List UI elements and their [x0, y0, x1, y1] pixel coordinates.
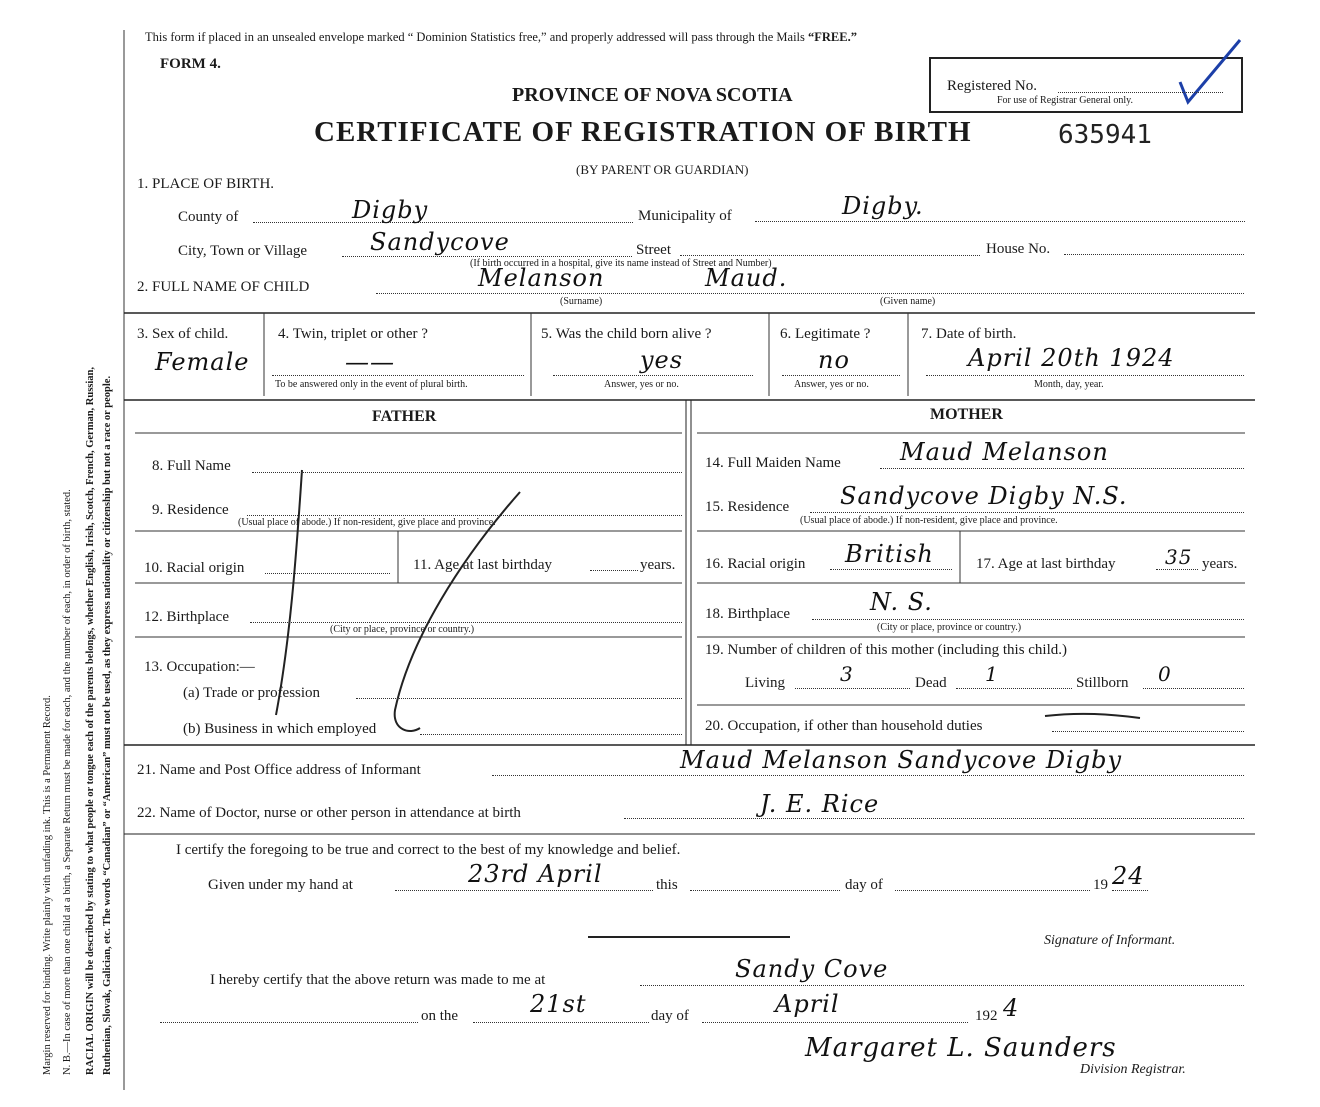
given-day-of-label: day of — [845, 877, 883, 893]
given-name-caption: (Given name) — [880, 296, 936, 307]
dead-label: Dead — [915, 675, 947, 691]
mother-residence-value[interactable]: Sandycove Digby N.S. — [840, 482, 1128, 510]
father-name-label: 8. Full Name — [152, 458, 231, 474]
mother-residence-note: (Usual place of abode.) If non-resident, give place and province. — [800, 515, 1058, 526]
child-name-line — [376, 293, 1244, 294]
county-line — [253, 222, 633, 223]
mail-notice — [145, 30, 857, 45]
mother-maiden-label: 14. Full Maiden Name — [705, 455, 841, 471]
mother-age-label: 17. Age at last birthday — [976, 556, 1116, 572]
birth-date-line — [926, 375, 1244, 376]
mother-residence-label: 15. Residence — [705, 499, 790, 515]
informant-label: 21. Name and Post Office address of Informant — [137, 762, 421, 778]
legitimate-label: 6. Legitimate ? — [780, 326, 871, 342]
mail-notice-free: “FREE.” — [808, 30, 857, 44]
margin-note-racial-origin: RACIAL ORIGIN will be described by stating to what people or tongue each of the parents belongs, whether English, Irish, Scotch, French, German, Russian, — [85, 366, 96, 1075]
birth-date-note: Month, day, year. — [1034, 379, 1104, 390]
stillborn-value[interactable]: 0 — [1158, 662, 1172, 686]
birth-date-label: 7. Date of birth. — [921, 326, 1017, 342]
twin-line — [272, 375, 524, 376]
given-place-line — [395, 890, 653, 891]
born-alive-line — [553, 375, 753, 376]
city-value[interactable]: Sandycove — [370, 228, 510, 256]
street-label: Street — [636, 242, 671, 258]
born-alive-note: Answer, yes or no. — [604, 379, 679, 390]
stillborn-line — [1143, 688, 1244, 689]
registered-note: For use of Registrar General only. — [997, 95, 1133, 106]
mother-birthplace-line — [812, 619, 1244, 620]
father-racial-line — [265, 573, 390, 574]
certify-text: I certify the foregoing to be true and correct to the best of my knowledge and belief. — [176, 842, 681, 858]
child-name-label: 2. FULL NAME OF CHILD — [137, 279, 310, 295]
municipality-value[interactable]: Digby. — [842, 192, 924, 220]
legitimate-value[interactable]: no — [818, 346, 850, 374]
legitimate-note: Answer, yes or no. — [794, 379, 869, 390]
father-trade-line — [356, 698, 682, 699]
mother-age-years: years. — [1202, 556, 1238, 572]
father-birthplace-note: (City or place, province or country.) — [330, 624, 475, 635]
twin-note: To be answered only in the event of plural birth. — [275, 379, 468, 390]
twin-label: 4. Twin, triplet or other ? — [278, 326, 428, 342]
mother-birthplace-note: (City or place, province or country.) — [877, 622, 1022, 633]
father-residence-line — [247, 515, 682, 516]
mother-maiden-line — [880, 468, 1244, 469]
division-registrar-caption: Division Registrar. — [1080, 1062, 1186, 1077]
living-value[interactable]: 3 — [840, 662, 854, 686]
father-residence-note: (Usual place of abode.) If non-resident, give place and province. — [238, 517, 496, 528]
registrar-month-line — [702, 1022, 968, 1023]
given-year-line — [1112, 890, 1148, 891]
twin-value[interactable]: —— — [345, 348, 395, 376]
form-number: FORM 4. — [160, 56, 221, 72]
registered-number-line — [1058, 92, 1223, 93]
mother-occupation-line — [1052, 731, 1244, 732]
mail-notice-text: This form if placed in an unsealed envelope marked “ Dominion Statistics free,” and properly addressed will pass through the Mails — [145, 30, 805, 44]
father-residence-label: 9. Residence — [152, 502, 229, 518]
registrar-day-line — [473, 1022, 649, 1023]
registered-label: Registered No. — [947, 78, 1037, 94]
father-age-label: 11. Age at last birthday — [413, 557, 552, 573]
mother-age-value[interactable]: 35 — [1165, 545, 1193, 569]
legitimate-line — [782, 375, 900, 376]
given-day-line — [690, 890, 840, 891]
sex-label: 3. Sex of child. — [137, 326, 229, 342]
given-under-label: Given under my hand at — [208, 877, 353, 893]
dead-value[interactable]: 1 — [985, 662, 999, 686]
father-occupation-label: 13. Occupation:— — [144, 659, 255, 675]
house-no-line — [1064, 254, 1244, 255]
birth-date-value[interactable]: April 20th 1924 — [968, 344, 1175, 372]
margin-note-plural-birth: N. B.—In case of more than one child at a birth, a Separate Return must be made for each, and the number of each, in order of birth, stated. — [62, 489, 73, 1075]
registrar-place-value[interactable]: Sandy Cove — [735, 955, 889, 983]
given-place-value[interactable]: 23rd April — [468, 860, 603, 888]
county-label: County of — [178, 209, 239, 225]
given-month-line — [895, 890, 1090, 891]
registrar-signature[interactable]: Margaret L. Saunders — [805, 1033, 1117, 1063]
sex-value[interactable]: Female — [155, 348, 250, 376]
mother-maiden-value[interactable]: Maud Melanson — [900, 438, 1109, 466]
registrar-place-line — [640, 985, 1244, 986]
given-year-prefix: 19 — [1093, 877, 1108, 893]
mother-racial-label: 16. Racial origin — [705, 556, 806, 572]
surname-caption: (Surname) — [560, 296, 603, 307]
registrar-certify-text: I hereby certify that the above return was made to me at — [210, 972, 546, 988]
municipality-line — [755, 221, 1245, 222]
doctor-value[interactable]: J. E. Rice — [760, 790, 880, 818]
child-surname[interactable]: Melanson — [478, 264, 605, 292]
living-label: Living — [745, 675, 785, 691]
mother-birthplace-value[interactable]: N. S. — [870, 588, 933, 616]
county-value[interactable]: Digby — [352, 196, 429, 224]
registrar-year-value[interactable]: 4 — [1003, 994, 1020, 1022]
father-trade-label: (a) Trade or profession — [183, 685, 321, 701]
margin-note-nationality: Ruthenian, Slovak, Galician, etc. The words “Canadian” or “American” must not be used, as they express nationality or citizenship but not a race or people. — [102, 375, 113, 1075]
informant-line — [492, 775, 1244, 776]
father-racial-label: 10. Racial origin — [144, 560, 245, 576]
margin-note-binding: Margin reserved for binding. Write plainly with unfading ink. This is a Permanent Record. — [42, 695, 53, 1075]
doctor-line — [624, 818, 1244, 819]
certificate-title: CERTIFICATE OF REGISTRATION OF BIRTH — [314, 116, 972, 148]
informant-value[interactable]: Maud Melanson Sandycove Digby — [680, 746, 1123, 774]
father-name-line — [252, 472, 682, 473]
city-line — [342, 256, 632, 257]
informant-signature-caption: Signature of Informant. — [1044, 933, 1176, 948]
father-heading: FATHER — [372, 408, 437, 425]
hospital-note: (If birth occurred in a hospital, give its name instead of Street and Number) — [470, 258, 772, 269]
father-business-label: (b) Business in which employed — [183, 721, 377, 737]
children-count-label: 19. Number of children of this mother (including this child.) — [705, 642, 1068, 658]
mother-occupation-label: 20. Occupation, if other than household duties — [705, 718, 983, 734]
father-age-years: years. — [640, 557, 676, 573]
given-this-label: this — [656, 877, 678, 893]
child-given-name[interactable]: Maud. — [705, 264, 788, 292]
father-birthplace-label: 12. Birthplace — [144, 609, 229, 625]
certificate-subtitle: (BY PARENT OR GUARDIAN) — [576, 162, 749, 177]
city-label: City, Town or Village — [178, 243, 308, 259]
mother-age-line — [1156, 569, 1198, 570]
registrar-lead-line — [160, 1022, 418, 1023]
doctor-label: 22. Name of Doctor, nurse or other person in attendance at birth — [137, 805, 521, 821]
born-alive-value[interactable]: yes — [640, 346, 684, 374]
mother-racial-value[interactable]: British — [845, 540, 934, 568]
stillborn-label: Stillborn — [1076, 675, 1129, 691]
father-birthplace-line — [250, 622, 682, 623]
registrar-on-the-label: on the — [421, 1008, 459, 1024]
registrar-day-value[interactable]: 21st — [530, 990, 587, 1018]
mother-residence-line — [810, 512, 1244, 513]
mother-birthplace-label: 18. Birthplace — [705, 606, 790, 622]
mother-heading: MOTHER — [930, 406, 1003, 423]
municipality-label: Municipality of — [638, 208, 732, 224]
registrar-month-value[interactable]: April — [775, 990, 840, 1018]
mother-racial-line — [830, 569, 952, 570]
province-heading: PROVINCE OF NOVA SCOTIA — [512, 84, 793, 106]
registrar-day-of-label: day of — [651, 1008, 689, 1024]
certificate-number: 635941 — [1058, 120, 1152, 150]
house-no-label: House No. — [986, 241, 1051, 257]
father-age-line — [590, 570, 638, 571]
street-line — [680, 255, 980, 256]
dead-line — [956, 688, 1072, 689]
place-of-birth-heading: 1. PLACE OF BIRTH. — [137, 176, 275, 192]
father-business-line — [420, 734, 682, 735]
given-year-value[interactable]: 24 — [1112, 862, 1145, 890]
registrar-year-prefix: 192 — [975, 1008, 998, 1024]
living-line — [795, 688, 910, 689]
born-alive-label: 5. Was the child born alive ? — [541, 326, 712, 342]
